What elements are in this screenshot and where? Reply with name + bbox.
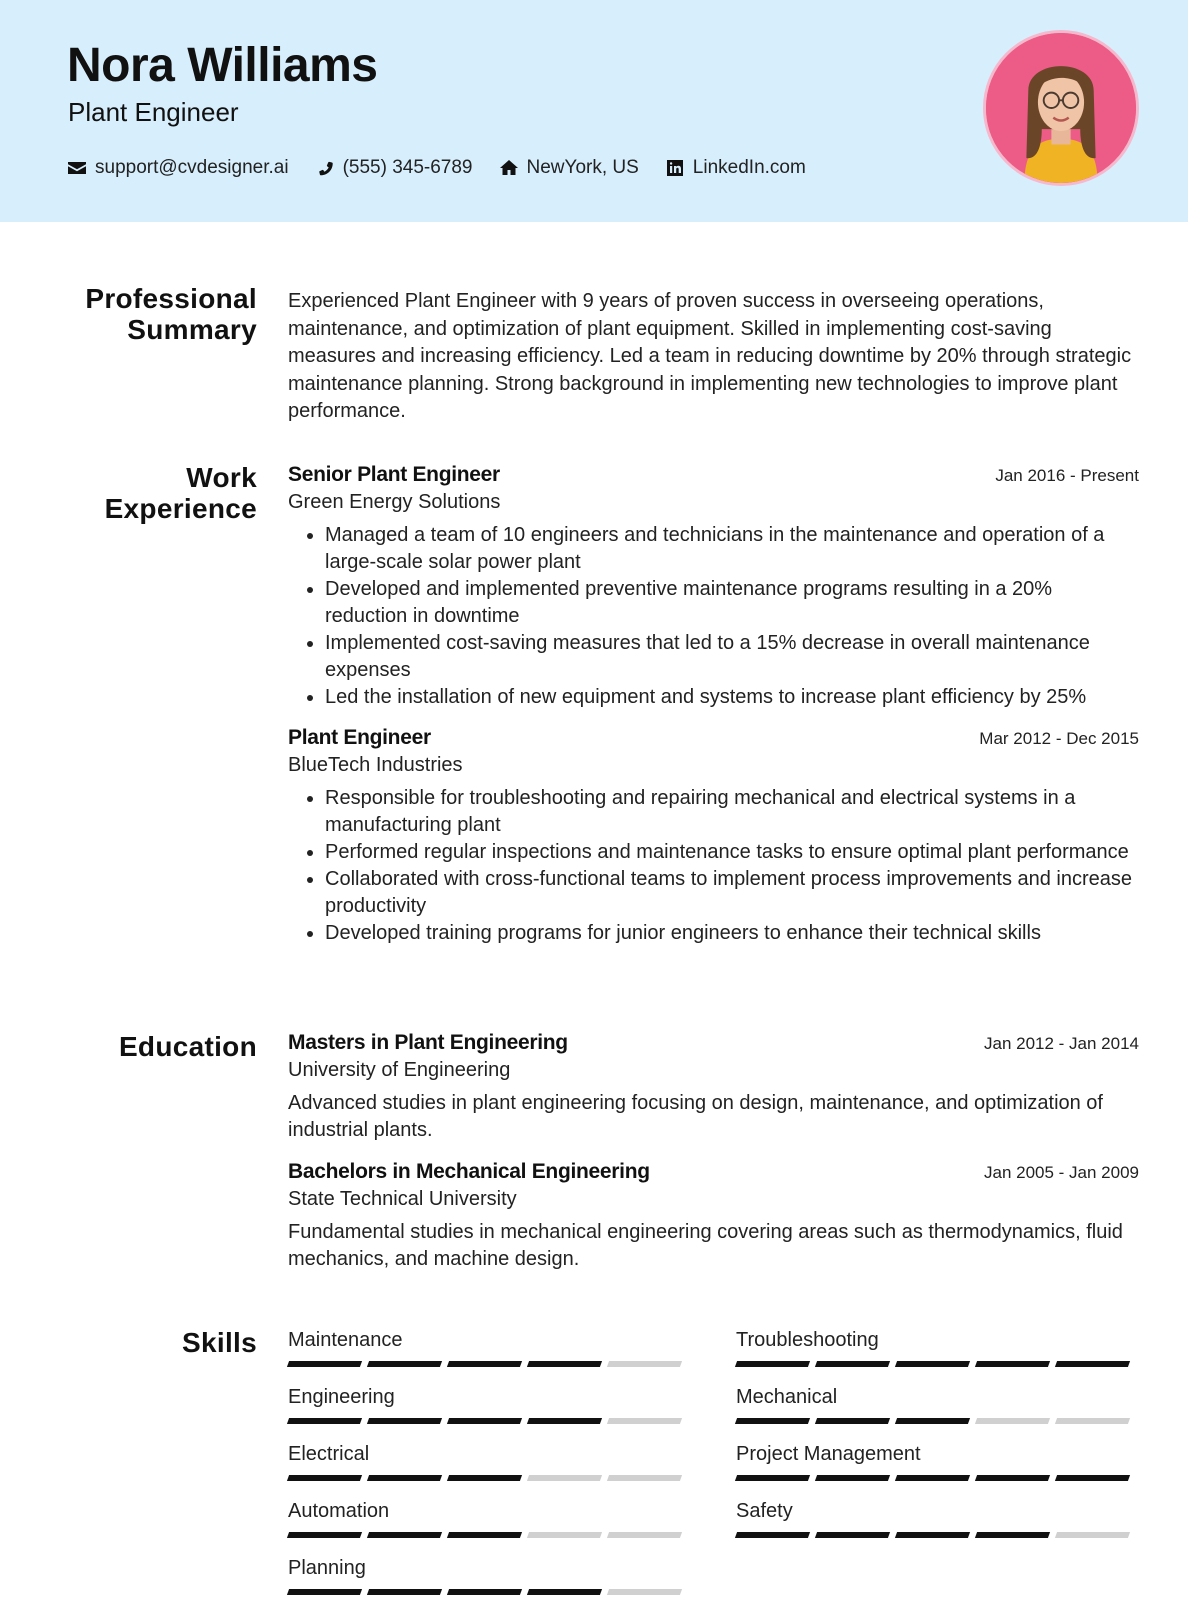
job-entry — [288, 463, 1139, 711]
skill-level-bar — [736, 1475, 1136, 1481]
skill-level-segment — [527, 1361, 602, 1367]
skill-level-segment — [735, 1361, 810, 1367]
education-entry — [288, 1031, 1139, 1144]
skill-level-segment — [1055, 1361, 1130, 1367]
profile-photo — [986, 33, 1136, 183]
skill-level-segment — [975, 1532, 1050, 1538]
job-bullets — [288, 785, 1139, 947]
skill-level-segment — [815, 1532, 890, 1538]
skill-level-segment — [607, 1418, 682, 1424]
skill-level-segment — [1055, 1532, 1130, 1538]
skill-level-bar — [288, 1532, 688, 1538]
skill-level-segment — [447, 1361, 522, 1367]
skill-item — [288, 1328, 688, 1385]
skill-level-bar — [288, 1589, 688, 1595]
skill-item — [736, 1442, 1136, 1499]
skill-level-bar — [288, 1418, 688, 1424]
skill-level-segment — [815, 1418, 890, 1424]
section-title-line: Education — [118, 1031, 257, 1062]
skill-level-segment — [367, 1361, 442, 1367]
phone-icon — [315, 158, 335, 178]
skill-item — [736, 1499, 1136, 1556]
section-title-line: Experience — [104, 493, 257, 524]
skill-name: Safety — [736, 1500, 793, 1522]
job-bullets — [288, 522, 1139, 711]
skill-level-segment — [367, 1418, 442, 1424]
skill-item — [288, 1499, 688, 1556]
skill-level-segment — [607, 1532, 682, 1538]
skill-level-segment — [367, 1475, 442, 1481]
contact-linkedin[interactable] — [665, 157, 806, 179]
contact-phone[interactable] — [315, 157, 473, 179]
section-title-line: Skills — [182, 1327, 257, 1358]
list-item: • Implemented cost-saving measures that led to a 15% decrease in overall maintenance expenses — [325, 630, 1139, 684]
work-section — [288, 463, 1139, 947]
skills-grid — [288, 1328, 1139, 1613]
skill-level-segment — [607, 1361, 682, 1367]
skill-level-bar — [736, 1418, 1136, 1424]
section-title-line: Summary — [127, 314, 257, 345]
job-entry — [288, 726, 1139, 947]
skill-level-segment — [895, 1361, 970, 1367]
skill-level-bar — [288, 1475, 688, 1481]
job-dates: Jan 2016 - Present — [995, 466, 1139, 485]
list-item: • Managed a team of 10 engineers and technicians in the maintenance and operation of a large-scale solar power plant — [325, 522, 1139, 576]
list-item: • Collaborated with cross-functional teams to implement process improvements and increase productivity — [325, 866, 1139, 920]
location-text: NewYork, US — [526, 157, 639, 178]
skill-level-segment — [287, 1475, 362, 1481]
education-section — [288, 1031, 1139, 1273]
skill-level-segment — [895, 1532, 970, 1538]
skill-level-bar — [736, 1361, 1136, 1367]
job-dates: Mar 2012 - Dec 2015 — [979, 729, 1139, 748]
skill-level-segment — [735, 1418, 810, 1424]
list-item: • Responsible for troubleshooting and repairing mechanical and electrical systems in a manufacturing plant — [325, 785, 1139, 839]
skill-level-segment — [527, 1532, 602, 1538]
skill-item — [736, 1385, 1136, 1442]
skill-level-segment — [447, 1475, 522, 1481]
skill-level-segment — [975, 1361, 1050, 1367]
skill-level-segment — [975, 1418, 1050, 1424]
skill-level-segment — [287, 1589, 362, 1595]
section-title-line: Professional — [85, 283, 257, 314]
company-name: Green Energy Solutions — [288, 491, 501, 513]
degree-name: Masters in Plant Engineering — [288, 1031, 568, 1054]
school-name: State Technical University — [288, 1188, 517, 1210]
job-role: Senior Plant Engineer — [288, 463, 500, 486]
skill-level-segment — [447, 1532, 522, 1538]
section-title-education — [119, 1031, 257, 1062]
skill-name: Planning — [288, 1557, 366, 1579]
skill-name: Project Management — [736, 1443, 921, 1465]
skill-name: Troubleshooting — [736, 1329, 879, 1351]
linkedin-text: LinkedIn.com — [692, 157, 806, 178]
list-item: • Led the installation of new equipment and systems to increase plant efficiency by 25% — [325, 684, 1139, 711]
section-title-skills — [182, 1327, 257, 1358]
candidate-name: Nora Williams — [67, 39, 378, 92]
summary-section — [288, 288, 1139, 426]
skill-item — [288, 1442, 688, 1499]
skill-item — [736, 1328, 1136, 1385]
education-description: Fundamental studies in mechanical engineering covering areas such as thermodynamics, fluid mechanics, and machine design. — [288, 1221, 1123, 1270]
school-name: University of Engineering — [288, 1059, 511, 1081]
contact-location[interactable] — [499, 157, 639, 179]
section-title-line: Work — [186, 462, 257, 493]
skill-level-segment — [367, 1532, 442, 1538]
contact-email[interactable] — [67, 157, 289, 179]
skill-level-segment — [975, 1475, 1050, 1481]
skill-level-segment — [447, 1418, 522, 1424]
skill-name: Engineering — [288, 1386, 395, 1408]
skill-name: Automation — [288, 1500, 390, 1522]
skill-level-bar — [288, 1361, 688, 1367]
skill-level-segment — [527, 1589, 602, 1595]
skill-level-segment — [735, 1475, 810, 1481]
summary-text: Experienced Plant Engineer with 9 years of proven success in overseeing operations, maintenance, and optimization of plant equipment. Skilled in implementing cost-saving measures and increasing efficiency. Led a team in reducing downtime by 20% through strategic maintenance planning. Strong background in implementing new technologies to improve plant performance. — [288, 290, 1132, 422]
skill-name: Electrical — [288, 1443, 370, 1465]
degree-name: Bachelors in Mechanical Engineering — [288, 1160, 650, 1183]
skill-item — [288, 1385, 688, 1442]
job-title: Plant Engineer — [68, 97, 239, 127]
skill-level-segment — [895, 1418, 970, 1424]
list-item: • Developed training programs for junior engineers to enhance their technical skills — [325, 920, 1139, 947]
skill-level-segment — [287, 1532, 362, 1538]
skill-level-segment — [1055, 1418, 1130, 1424]
section-title-work — [105, 462, 257, 524]
skill-level-segment — [527, 1475, 602, 1481]
email-text: support@cvdesigner.ai — [95, 157, 289, 178]
skill-level-segment — [527, 1418, 602, 1424]
job-role: Plant Engineer — [288, 726, 431, 749]
phone-text: (555) 345-6789 — [342, 157, 473, 178]
skill-level-segment — [1055, 1475, 1130, 1481]
home-icon — [499, 158, 519, 178]
skill-level-segment — [367, 1589, 442, 1595]
envelope-icon — [67, 158, 87, 178]
skill-name: Maintenance — [288, 1329, 403, 1351]
education-dates: Jan 2012 - Jan 2014 — [983, 1034, 1139, 1053]
skill-level-segment — [447, 1589, 522, 1595]
header — [0, 0, 1188, 222]
education-description: Advanced studies in plant engineering focusing on design, maintenance, and optimization of industrial plants. — [288, 1092, 1103, 1141]
skills-section — [288, 1328, 1139, 1613]
education-dates: Jan 2005 - Jan 2009 — [983, 1163, 1139, 1182]
skill-level-bar — [736, 1532, 1136, 1538]
skill-name: Mechanical — [736, 1386, 838, 1408]
linkedin-icon — [665, 158, 685, 178]
skill-level-segment — [287, 1361, 362, 1367]
skill-level-segment — [287, 1418, 362, 1424]
avatar — [983, 30, 1139, 186]
contact-bar — [67, 157, 832, 179]
skill-level-segment — [815, 1361, 890, 1367]
section-title-summary — [85, 283, 257, 345]
list-item: • Performed regular inspections and maintenance tasks to ensure optimal plant performance — [325, 839, 1139, 866]
skill-level-segment — [815, 1475, 890, 1481]
skill-item — [288, 1556, 688, 1613]
education-entry — [288, 1160, 1139, 1273]
company-name: BlueTech Industries — [288, 754, 463, 776]
skill-level-segment — [895, 1475, 970, 1481]
skill-level-segment — [735, 1532, 810, 1538]
skill-level-segment — [607, 1475, 682, 1481]
list-item: • Developed and implemented preventive maintenance programs resulting in a 20% reduction in downtime — [325, 576, 1139, 630]
skill-level-segment — [607, 1589, 682, 1595]
